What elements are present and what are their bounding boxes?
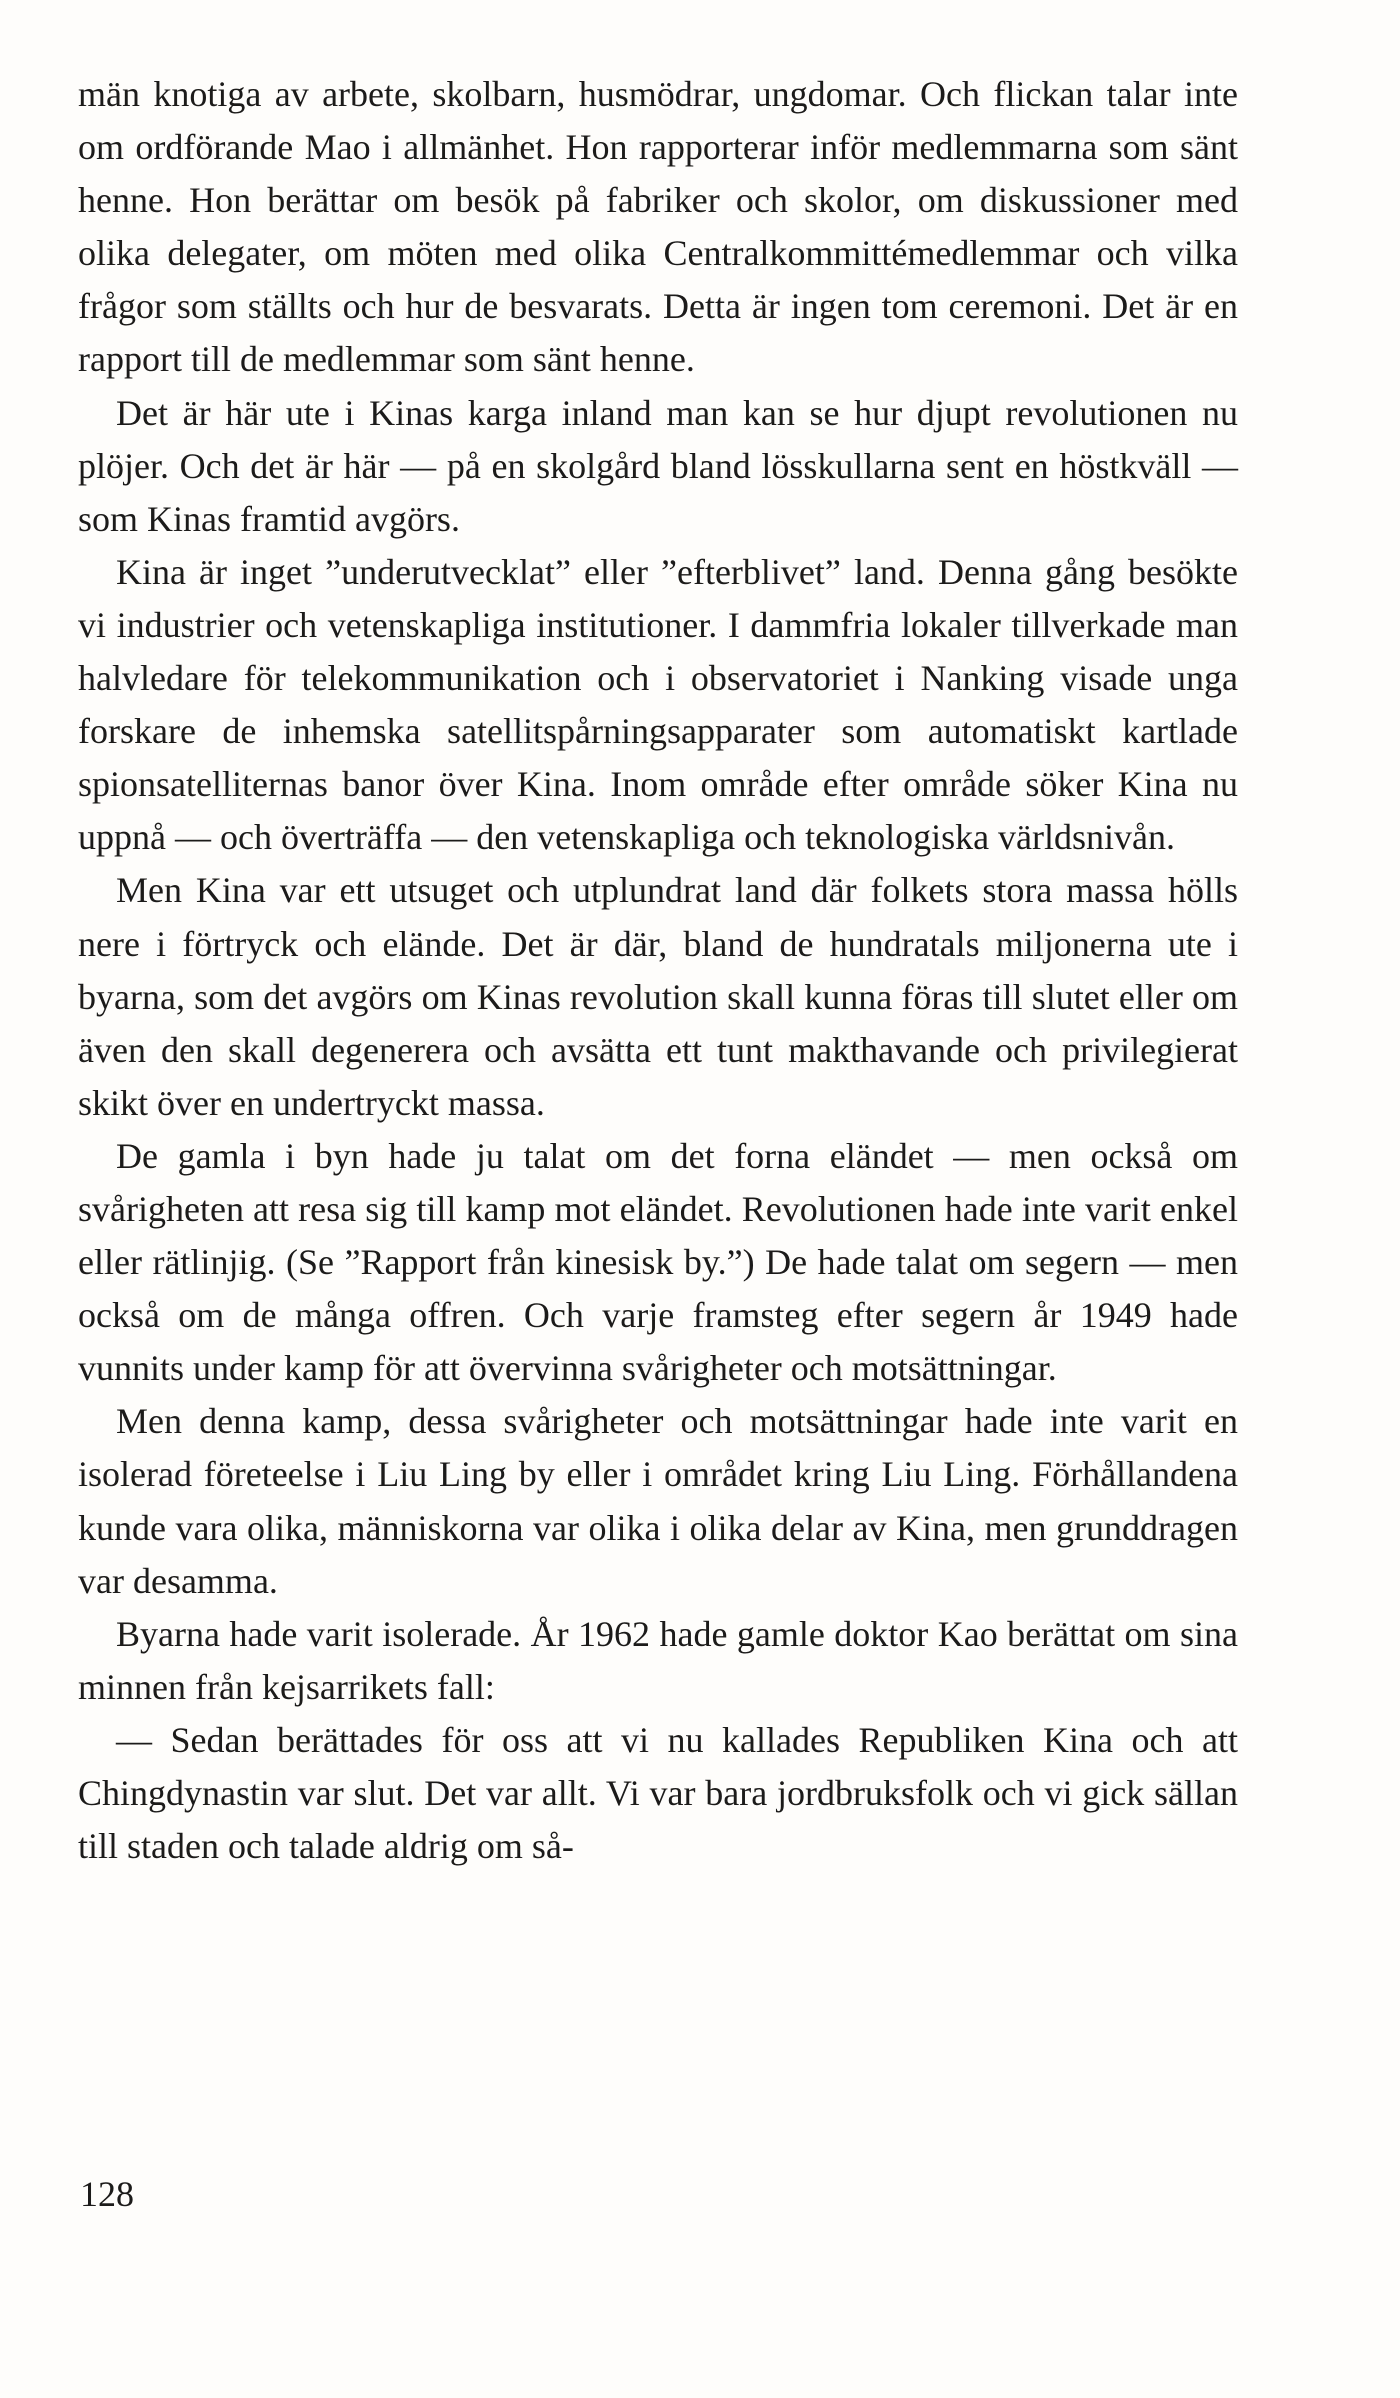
body-text [78, 68, 1238, 1873]
paragraph-2: Det är här ute i Kinas karga inland man kan se hur djupt revolutionen nu plöjer. Och det är här — på en skolgård bland lösskullarna sent en höstkväll — som Kinas framtid avgörs. [78, 392, 1238, 539]
paragraph-4: Men Kina var ett utsuget och utplundrat land där folkets stora massa hölls nere i förtryck och elände. Det är där, bland de hundratals miljonerna ute i byarna, som det avgörs om Kinas revolution skall kunna föras till slutet eller om även den skall degenerera och avsätta ett tunt makthavande och privilegierat skikt över en undertryckt massa. [78, 870, 1238, 1123]
paragraph-7: Byarna hade varit isolerade. År 1962 hade gamle doktor Kao berättat om sina minnen från kejsarrikets fall: [78, 1613, 1238, 1707]
page-number: 128 [80, 2174, 134, 2214]
paragraph-6: Men denna kamp, dessa svårigheter och motsättningar hade inte varit en isolerad företeelse i Liu Ling by eller i området kring Liu Ling. Förhållandena kunde vara olika, människorna var olika i olika delar av Kina, men grunddragen var desamma. [78, 1401, 1238, 1601]
paragraph-1: män knotiga av arbete, skolbarn, husmödrar, ungdomar. Och flickan talar inte om ordförande Mao i allmänhet. Hon rapporterar inför medlemmarna som sänt henne. Hon berättar om besök på fabriker och skolor, om diskussioner med olika delegater, om möten med olika Centralkommittémedlemmar och vilka frågor som ställts och hur de besvarats. Detta är ingen tom ceremoni. Det är en rapport till de medlemmar som sänt henne. [78, 74, 1238, 380]
paragraph-3: Kina är inget ”underutvecklat” eller ”efterblivet” land. Denna gång besökte vi industrier och vetenskapliga institutioner. I dammfria lokaler tillverkade man halvledare för telekommunikation och i observatoriet i Nanking visade unga forskare de inhemska satellitspårningsapparater som automatiskt kartlade spionsatelliternas banor över Kina. Inom område efter område söker Kina nu uppnå — och överträffa — den vetenskapliga och teknologiska världsnivån. [78, 551, 1238, 858]
paragraph-8: — Sedan berättades för oss att vi nu kallades Republiken Kina och att Chingdynastin var slut. Det var allt. Vi var bara jordbruksfolk och vi gick sällan till staden och talade aldrig om så- [78, 1719, 1238, 1867]
paragraph-5: De gamla i byn hade ju talat om det forna eländet — men också om svårigheten att resa sig till kamp mot eländet. Revolutionen hade inte varit enkel eller rätlinjig. (Se ”Rapport från kinesisk by.”) De hade talat om segern — men också om de många offren. Och varje framsteg efter segern år 1949 hade vunnits under kamp för att övervinna svårigheter och motsättningar. [78, 1135, 1238, 1389]
